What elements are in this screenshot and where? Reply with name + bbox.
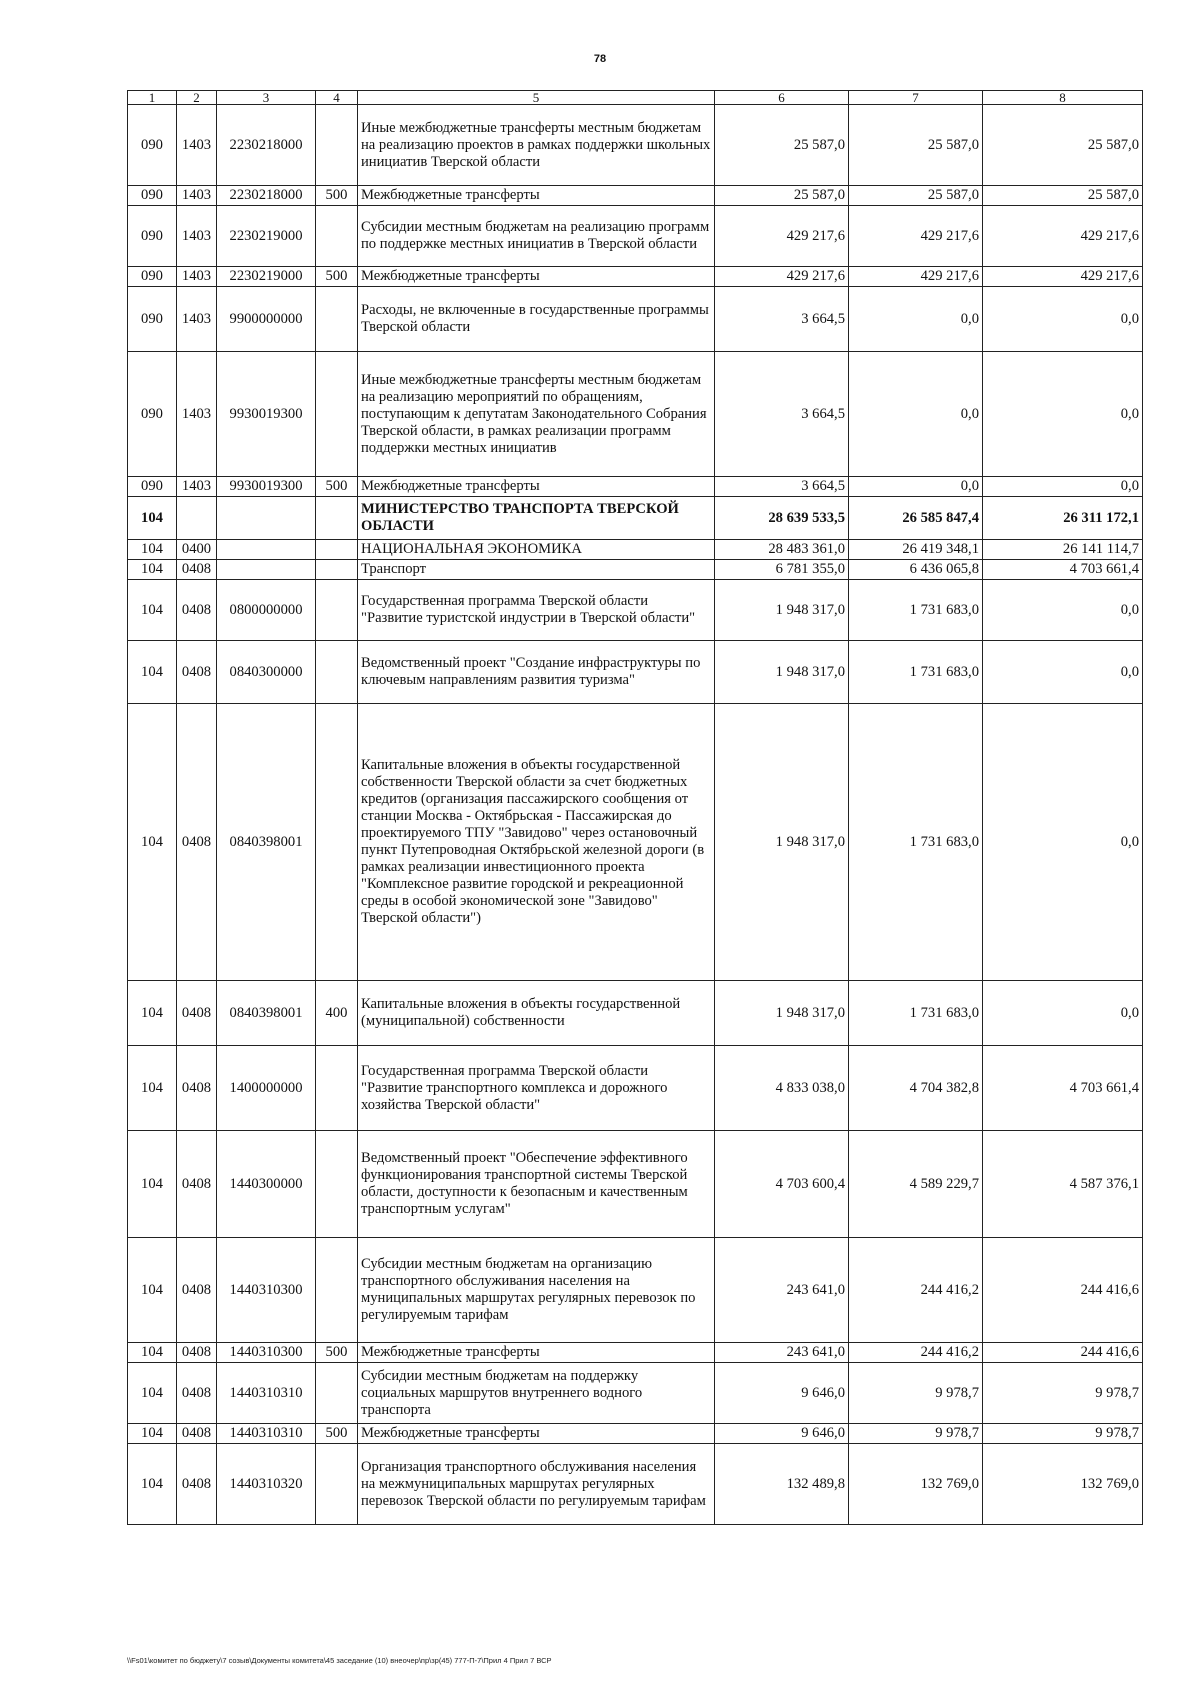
cell-amount-col8: 132 769,0 [983,1444,1143,1525]
cell-description: Межбюджетные трансферты [358,267,715,287]
cell-amount-col8: 429 217,6 [983,267,1143,287]
column-header: 7 [849,91,983,105]
cell-expense-type [316,105,358,186]
cell-amount-col6: 1 948 317,0 [715,704,849,981]
cell-target-code: 1440310320 [217,1444,316,1525]
cell-description: Государственная программа Тверской области "Развитие транспортного комплекса и дорожного хозяйства Тверской области" [358,1046,715,1131]
cell-section-code: 0408 [177,1363,217,1424]
cell-expense-type [316,1131,358,1238]
cell-amount-col7: 244 416,2 [849,1238,983,1343]
cell-amount-col8: 244 416,6 [983,1238,1143,1343]
table-row [128,477,1143,497]
cell-section-code: 0408 [177,1444,217,1525]
cell-description: Субсидии местным бюджетам на реализацию программ по поддержке местных инициатив в Тверской области [358,206,715,267]
column-header: 8 [983,91,1143,105]
cell-section-code [177,497,217,540]
cell-amount-col8: 0,0 [983,352,1143,477]
cell-amount-col7: 0,0 [849,287,983,352]
cell-section-code: 0408 [177,641,217,704]
cell-amount-col7: 1 731 683,0 [849,580,983,641]
cell-description: Ведомственный проект "Обеспечение эффективного функционирования транспортной системы Тверской области, доступности к безопасным и качественным транспортным услугам" [358,1131,715,1238]
table-row [128,267,1143,287]
cell-admin-code: 104 [128,1046,177,1131]
cell-expense-type: 500 [316,186,358,206]
cell-section-code: 1403 [177,206,217,267]
cell-amount-col6: 4 703 600,4 [715,1131,849,1238]
cell-target-code: 1440300000 [217,1131,316,1238]
cell-amount-col6: 25 587,0 [715,105,849,186]
cell-expense-type: 400 [316,981,358,1046]
cell-section-code: 0408 [177,704,217,981]
cell-admin-code: 090 [128,186,177,206]
cell-amount-col7: 26 419 348,1 [849,540,983,560]
cell-target-code: 0840300000 [217,641,316,704]
cell-amount-col8: 26 311 172,1 [983,497,1143,540]
table-row [128,497,1143,540]
cell-amount-col6: 9 646,0 [715,1424,849,1444]
cell-amount-col6: 429 217,6 [715,267,849,287]
table-header-row [128,91,1143,105]
cell-amount-col7: 9 978,7 [849,1424,983,1444]
cell-amount-col6: 3 664,5 [715,352,849,477]
cell-amount-col8: 26 141 114,7 [983,540,1143,560]
cell-amount-col7: 6 436 065,8 [849,560,983,580]
cell-section-code: 0408 [177,560,217,580]
cell-target-code: 1440310310 [217,1424,316,1444]
cell-description: Межбюджетные трансферты [358,477,715,497]
table-row [128,1131,1143,1238]
cell-expense-type [316,560,358,580]
table-row [128,1424,1143,1444]
cell-admin-code: 104 [128,1424,177,1444]
cell-amount-col8: 0,0 [983,580,1143,641]
budget-table [127,90,1143,1525]
cell-description: НАЦИОНАЛЬНАЯ ЭКОНОМИКА [358,540,715,560]
cell-description: Межбюджетные трансферты [358,186,715,206]
cell-description: Капитальные вложения в объекты государственной (муниципальной) собственности [358,981,715,1046]
column-header: 3 [217,91,316,105]
cell-description: Транспорт [358,560,715,580]
cell-admin-code: 104 [128,1343,177,1363]
cell-section-code: 0408 [177,1046,217,1131]
cell-amount-col8: 429 217,6 [983,206,1143,267]
cell-expense-type [316,1444,358,1525]
table-row [128,580,1143,641]
table-row [128,540,1143,560]
cell-target-code: 2230218000 [217,186,316,206]
cell-amount-col6: 429 217,6 [715,206,849,267]
cell-description: Организация транспортного обслуживания населения на межмуниципальных маршрутах регулярных перевозок Тверской области по регулируемым тарифам [358,1444,715,1525]
cell-amount-col6: 3 664,5 [715,287,849,352]
cell-amount-col6: 25 587,0 [715,186,849,206]
cell-description: Государственная программа Тверской области "Развитие туристской индустрии в Тверской области" [358,580,715,641]
table-body [128,105,1143,1525]
cell-target-code: 1440310300 [217,1343,316,1363]
cell-section-code: 1403 [177,287,217,352]
cell-admin-code: 090 [128,287,177,352]
cell-description: Иные межбюджетные трансферты местным бюджетам на реализацию мероприятий по обращениям, поступающим к депутатам Законодательного Собрания Тверской области, в рамках реализации программ поддержки местных инициатив [358,352,715,477]
cell-amount-col8: 0,0 [983,704,1143,981]
cell-amount-col8: 9 978,7 [983,1363,1143,1424]
table-row [128,704,1143,981]
cell-amount-col6: 132 489,8 [715,1444,849,1525]
cell-admin-code: 104 [128,1444,177,1525]
table-row [128,287,1143,352]
cell-target-code: 9900000000 [217,287,316,352]
cell-expense-type: 500 [316,267,358,287]
table-row [128,641,1143,704]
cell-description: Иные межбюджетные трансферты местным бюджетам на реализацию проектов в рамках поддержки школьных инициатив Тверской области [358,105,715,186]
cell-admin-code: 090 [128,477,177,497]
column-header: 4 [316,91,358,105]
cell-target-code: 0800000000 [217,580,316,641]
cell-section-code: 0408 [177,1424,217,1444]
cell-amount-col7: 4 704 382,8 [849,1046,983,1131]
cell-expense-type [316,540,358,560]
cell-admin-code: 090 [128,105,177,186]
cell-target-code: 2230219000 [217,206,316,267]
table-row [128,352,1143,477]
table-row [128,981,1143,1046]
cell-expense-type [316,352,358,477]
cell-target-code: 0840398001 [217,981,316,1046]
cell-amount-col7: 9 978,7 [849,1363,983,1424]
cell-description: Субсидии местным бюджетам на организацию транспортного обслуживания населения на муниципальных маршрутах регулярных перевозок по регулируемым тарифам [358,1238,715,1343]
column-header: 1 [128,91,177,105]
cell-amount-col6: 1 948 317,0 [715,641,849,704]
cell-expense-type: 500 [316,1343,358,1363]
cell-description: Капитальные вложения в объекты государственной собственности Тверской области за счет бюджетных кредитов (организация пассажирского сообщения от станции Москва - Октябрьская - Пассажирская до проектируемого ТПУ "Завидово" через остановочный пункт Путепроводная Октябрьской железной дороги (в рамках реализации инвестиционного проекта "Комплексное развитие городской и рекреационной среды в особой экономической зоне "Завидово" Тверской области") [358,704,715,981]
cell-expense-type [316,497,358,540]
cell-target-code: 9930019300 [217,477,316,497]
cell-expense-type [316,1046,358,1131]
cell-amount-col6: 1 948 317,0 [715,580,849,641]
cell-amount-col7: 0,0 [849,352,983,477]
cell-admin-code: 104 [128,641,177,704]
cell-section-code: 0408 [177,981,217,1046]
cell-amount-col6: 1 948 317,0 [715,981,849,1046]
column-header: 6 [715,91,849,105]
cell-description: Расходы, не включенные в государственные программы Тверской области [358,287,715,352]
table-row [128,1046,1143,1131]
cell-target-code: 2230219000 [217,267,316,287]
cell-section-code: 0408 [177,1343,217,1363]
cell-target-code [217,540,316,560]
cell-target-code: 9930019300 [217,352,316,477]
cell-expense-type [316,704,358,981]
cell-description: Межбюджетные трансферты [358,1424,715,1444]
cell-amount-col8: 9 978,7 [983,1424,1143,1444]
cell-target-code: 1400000000 [217,1046,316,1131]
cell-target-code: 1440310310 [217,1363,316,1424]
cell-target-code [217,560,316,580]
cell-expense-type: 500 [316,477,358,497]
cell-amount-col7: 1 731 683,0 [849,704,983,981]
cell-section-code: 0408 [177,580,217,641]
cell-admin-code: 104 [128,1363,177,1424]
cell-target-code [217,497,316,540]
cell-amount-col7: 1 731 683,0 [849,981,983,1046]
cell-expense-type [316,580,358,641]
table-row [128,1238,1143,1343]
cell-amount-col6: 4 833 038,0 [715,1046,849,1131]
cell-amount-col8: 0,0 [983,287,1143,352]
cell-amount-col8: 4 703 661,4 [983,560,1143,580]
cell-amount-col6: 243 641,0 [715,1343,849,1363]
cell-section-code: 0408 [177,1238,217,1343]
cell-amount-col7: 0,0 [849,477,983,497]
table-row [128,206,1143,267]
cell-expense-type [316,641,358,704]
cell-admin-code: 090 [128,206,177,267]
footer-file-path: \\Fs01\комитет по бюджету\7 созыв\Документы комитета\45 заседание (10) внеочер\пр\зр(45) 777-П-7\Прил 4 Прил 7 ВСР [127,1656,552,1665]
cell-admin-code: 104 [128,1131,177,1238]
cell-section-code: 1403 [177,267,217,287]
cell-target-code: 0840398001 [217,704,316,981]
cell-admin-code: 104 [128,704,177,981]
cell-amount-col6: 3 664,5 [715,477,849,497]
cell-amount-col6: 6 781 355,0 [715,560,849,580]
page-number: 78 [593,53,607,65]
cell-section-code: 1403 [177,352,217,477]
cell-amount-col8: 25 587,0 [983,186,1143,206]
cell-amount-col8: 25 587,0 [983,105,1143,186]
cell-description: Субсидии местным бюджетам на поддержку социальных маршрутов внутреннего водного транспорта [358,1363,715,1424]
table-row [128,186,1143,206]
cell-section-code: 1403 [177,105,217,186]
table-row [128,1343,1143,1363]
cell-description: Ведомственный проект "Создание инфраструктуры по ключевым направлениям развития туризма" [358,641,715,704]
cell-expense-type [316,206,358,267]
cell-amount-col8: 0,0 [983,641,1143,704]
cell-amount-col6: 28 483 361,0 [715,540,849,560]
cell-admin-code: 104 [128,540,177,560]
column-header: 5 [358,91,715,105]
cell-admin-code: 090 [128,267,177,287]
cell-target-code: 1440310300 [217,1238,316,1343]
cell-amount-col7: 1 731 683,0 [849,641,983,704]
cell-amount-col7: 26 585 847,4 [849,497,983,540]
cell-expense-type: 500 [316,1424,358,1444]
table-row [128,560,1143,580]
cell-amount-col7: 25 587,0 [849,105,983,186]
cell-admin-code: 104 [128,560,177,580]
cell-amount-col8: 244 416,6 [983,1343,1143,1363]
table-row [128,1444,1143,1525]
cell-amount-col7: 132 769,0 [849,1444,983,1525]
cell-amount-col8: 0,0 [983,981,1143,1046]
cell-section-code: 0400 [177,540,217,560]
cell-amount-col8: 4 587 376,1 [983,1131,1143,1238]
cell-description: МИНИСТЕРСТВО ТРАНСПОРТА ТВЕРСКОЙ ОБЛАСТИ [358,497,715,540]
table-row [128,1363,1143,1424]
cell-amount-col6: 9 646,0 [715,1363,849,1424]
cell-amount-col7: 4 589 229,7 [849,1131,983,1238]
column-header: 2 [177,91,217,105]
cell-amount-col6: 28 639 533,5 [715,497,849,540]
cell-admin-code: 104 [128,981,177,1046]
cell-expense-type [316,287,358,352]
cell-section-code: 1403 [177,477,217,497]
cell-section-code: 1403 [177,186,217,206]
cell-expense-type [316,1363,358,1424]
cell-section-code: 0408 [177,1131,217,1238]
cell-admin-code: 104 [128,1238,177,1343]
cell-admin-code: 104 [128,580,177,641]
cell-amount-col8: 4 703 661,4 [983,1046,1143,1131]
cell-amount-col8: 0,0 [983,477,1143,497]
cell-description: Межбюджетные трансферты [358,1343,715,1363]
cell-admin-code: 104 [128,497,177,540]
cell-amount-col7: 429 217,6 [849,267,983,287]
table-row [128,105,1143,186]
cell-amount-col7: 244 416,2 [849,1343,983,1363]
cell-admin-code: 090 [128,352,177,477]
cell-amount-col7: 25 587,0 [849,186,983,206]
cell-expense-type [316,1238,358,1343]
cell-target-code: 2230218000 [217,105,316,186]
cell-amount-col6: 243 641,0 [715,1238,849,1343]
cell-amount-col7: 429 217,6 [849,206,983,267]
